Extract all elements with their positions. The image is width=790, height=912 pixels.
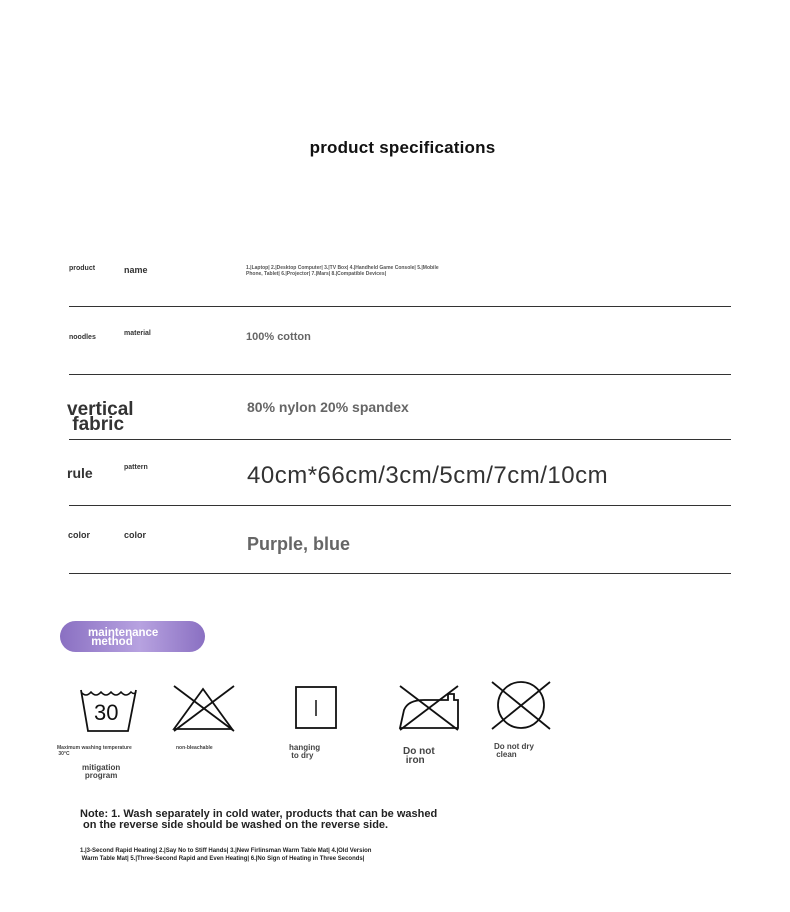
spec-label-vertical-fabric: vertical fabric [67, 399, 134, 435]
spec-value-fabric: 80% nylon 20% spandex [247, 399, 409, 415]
maintenance-heading-text: maintenance method [88, 627, 159, 648]
spec-label-name: name [124, 265, 148, 275]
spec-value-material: 100% cotton [246, 331, 311, 343]
page-title: product specifications [309, 138, 496, 157]
no-iron-icon [396, 684, 462, 732]
spec-value-size: 40cm*66cm/3cm/5cm/7cm/10cm [247, 462, 609, 489]
spec-label-color: color [68, 530, 91, 540]
spec-label-pattern: pattern [124, 464, 148, 471]
no-bleach-icon [172, 685, 236, 733]
care-note: Note: 1. Wash separately in cold water, products that can be washed on the reverse side should be washed on the reverse side. [80, 808, 438, 831]
wash-temp-label: Maximum washing temperature 30°C [57, 745, 132, 757]
wash-temperature-number: 30 [94, 700, 119, 725]
row-divider [69, 306, 731, 307]
no-dry-clean-label: Do not dry clean [494, 742, 534, 759]
spec-label-material: material [124, 330, 151, 337]
spec-label-rule: rule [67, 465, 93, 481]
maintenance-method-heading [60, 621, 205, 652]
row-divider [69, 374, 731, 375]
spec-label-color-2: color [124, 530, 147, 540]
spec-label-noodles: noodles [69, 334, 96, 341]
spec-value-color: Purple, blue [247, 534, 351, 554]
row-divider [69, 573, 731, 574]
spec-value-name: 1.|Laptop| 2.|Desktop Computer| 3.|TV Box| 4.|Handheld Game Console| 5.|Mobile Phone, Tablet| 6.|Projector| 7.|Mars| 8.|Compatible Devices| [246, 265, 439, 277]
hang-dry-label: hanging to dry [289, 743, 321, 760]
no-iron-label: Do not iron [403, 746, 435, 766]
bleach-label: non-bleachable [176, 745, 213, 751]
spec-label-product: product [69, 265, 96, 272]
mitigation-program-label: mitigation program [82, 763, 121, 780]
hang-dry-icon [295, 686, 339, 730]
row-divider [69, 505, 731, 506]
no-dry-clean-icon [490, 680, 554, 732]
product-list-note: 1.|3-Second Rapid Heating| 2.|Say No to Stiff Hands| 3.|New Firlinsman Warm Table Mat| 4.|Old Version Warm Table Mat| 5.|Three-Second Rapid and Even Heating| 6.|No Sign of Heating in Three Seconds| [80, 848, 372, 862]
row-divider [69, 439, 731, 440]
